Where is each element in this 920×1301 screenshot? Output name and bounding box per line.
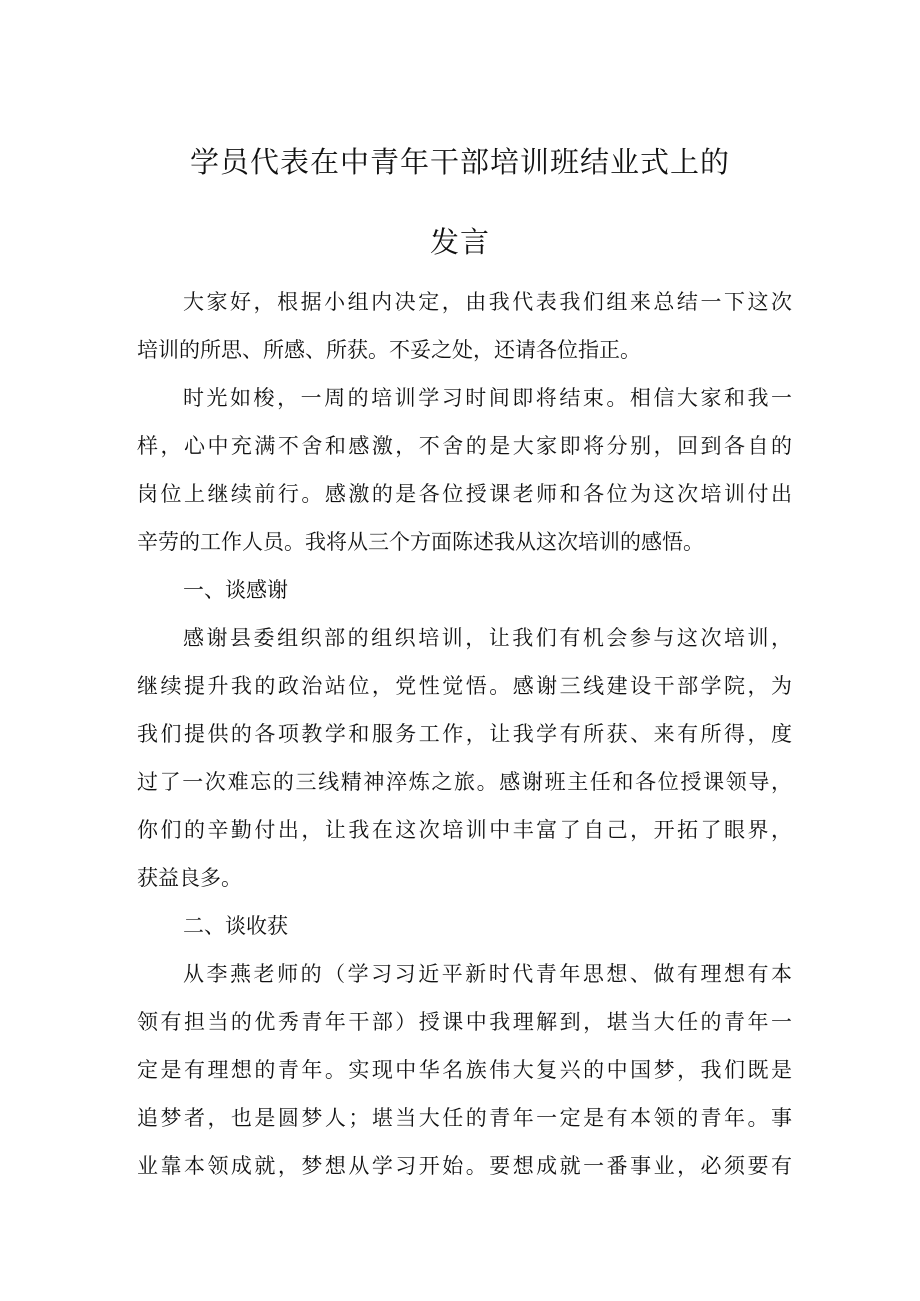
paragraph-line: 时光如梭，一周的培训学习时间即将结束。相信大家和我一 bbox=[183, 386, 792, 410]
paragraph-line: 样，心中充满不舍和感激，不舍的是大家即将分别，回到各自的 bbox=[137, 434, 792, 458]
paragraph bbox=[137, 566, 792, 614]
paragraph-line: 从李燕老师的（学习习近平新时代青年思想、做有理想有本 bbox=[183, 962, 792, 986]
paragraph-line: 二、谈收获 bbox=[183, 914, 288, 938]
paragraph bbox=[137, 902, 792, 950]
paragraph-line: 追梦者，也是圆梦人；堪当大任的青年一定是有本领的青年。事 bbox=[137, 1106, 792, 1130]
paragraph bbox=[137, 614, 792, 902]
paragraph-line: 过了一次难忘的三线精神淬炼之旅。感谢班主任和各位授课领导， bbox=[137, 770, 792, 794]
paragraph-line: 继续提升我的政治站位，党性觉悟。感谢三线建设干部学院，为 bbox=[137, 674, 792, 698]
paragraph bbox=[137, 374, 792, 566]
paragraph-line: 感谢县委组织部的组织培训，让我们有机会参与这次培训， bbox=[183, 626, 792, 650]
paragraph-line: 我们提供的各项教学和服务工作，让我学有所获、来有所得，度 bbox=[137, 722, 792, 746]
paragraph-line: 定是有理想的青年。实现中华名族伟大复兴的中国梦，我们既是 bbox=[137, 1058, 792, 1082]
paragraph-line: 领有担当的优秀青年干部）授课中我理解到，堪当大任的青年一 bbox=[137, 1010, 792, 1034]
paragraph-line: 岗位上继续前行。感激的是各位授课老师和各位为这次培训付出 bbox=[137, 482, 792, 506]
paragraph bbox=[137, 950, 792, 1190]
paragraph-line: 获益良多。 bbox=[137, 866, 242, 890]
paragraph-line: 业靠本领成就，梦想从学习开始。要想成就一番事业，必须要有 bbox=[137, 1154, 792, 1178]
paragraph bbox=[137, 278, 792, 374]
paragraph-line: 辛劳的工作人员。我将从三个方面陈述我从这次培训的感悟。 bbox=[137, 530, 704, 554]
paragraph-line: 大家好，根据小组内决定，由我代表我们组来总结一下这次 bbox=[183, 290, 792, 314]
document-title-line-2: 发言 bbox=[429, 225, 490, 259]
paragraph-line: 一、谈感谢 bbox=[183, 578, 288, 602]
paragraph-line: 你们的辛勤付出，让我在这次培训中丰富了自己，开拓了眼界， bbox=[137, 818, 792, 842]
document-body bbox=[137, 278, 792, 1190]
document-title-line-1: 学员代表在中青年干部培训班结业式上的 bbox=[189, 145, 730, 179]
paragraph-line: 培训的所思、所感、所获。不妥之处，还请各位指正。 bbox=[137, 338, 641, 362]
